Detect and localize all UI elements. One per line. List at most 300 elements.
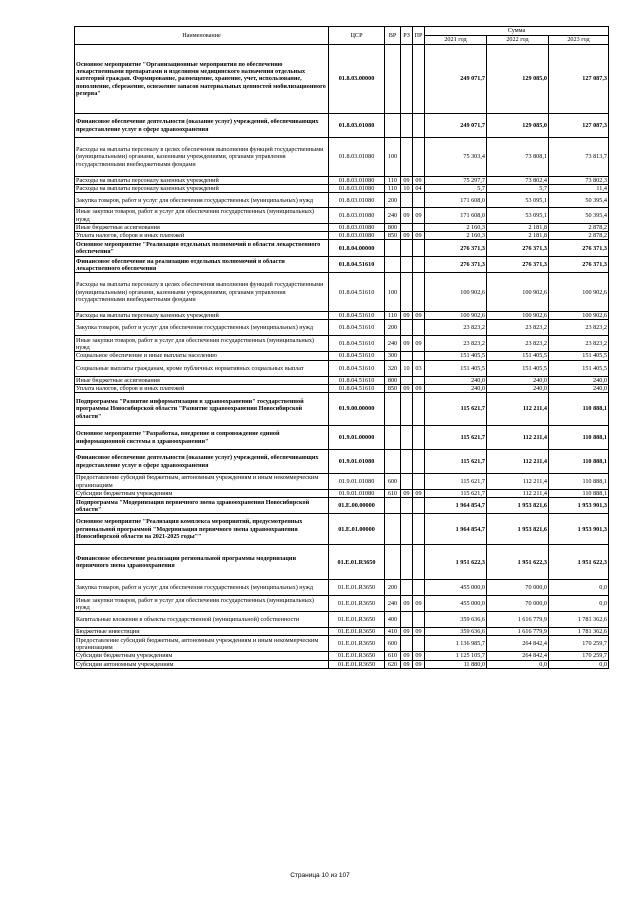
row-name: Бюджетные инвестиции	[75, 628, 329, 636]
row-csr: 01.Е.01.R3650	[329, 612, 385, 628]
row-vr	[385, 498, 401, 514]
row-name: Уплата налогов, сборов и иных платежей	[75, 384, 329, 392]
table-row	[75, 596, 609, 612]
row-value-2021: 115 621,7	[425, 393, 487, 426]
table-row	[75, 45, 609, 114]
row-pr	[413, 257, 425, 273]
row-rz	[401, 223, 413, 231]
table-row	[75, 474, 609, 490]
row-value-2021: 100 902,6	[425, 273, 487, 312]
table-row	[75, 612, 609, 628]
row-csr: 01.8.03.01080	[329, 185, 385, 193]
row-value-2023: 73 802,3	[549, 177, 609, 185]
row-pr	[413, 45, 425, 114]
row-vr	[385, 450, 401, 474]
row-rz	[401, 376, 413, 384]
row-csr: 01.9.01.01080	[329, 474, 385, 490]
row-name: Расходы на выплаты персоналу в целях обеспечения выполнения функций государственными (муниципальными) органами, казенными учреждениями, органами управления государственными внебюджетными фондами	[75, 138, 329, 177]
row-rz	[401, 352, 413, 360]
row-value-2022: 240,0	[487, 384, 549, 392]
row-pr: 09	[413, 336, 425, 352]
row-value-2023: 127 087,3	[549, 114, 609, 138]
row-value-2021: 1 964 854,7	[425, 498, 487, 514]
row-csr: 01.Е.01.R3650	[329, 628, 385, 636]
row-value-2021: 1 125 105,7	[425, 652, 487, 660]
row-value-2021: 359 636,6	[425, 612, 487, 628]
row-name: Закупка товаров, работ и услуг для обеспечения государственных (муниципальных) нужд	[75, 580, 329, 596]
row-value-2023: 127 087,3	[549, 45, 609, 114]
page-number: Страница 10 из 107	[290, 872, 350, 879]
row-value-2022: 264 842,4	[487, 636, 549, 652]
row-csr: 01.8.04.51610	[329, 312, 385, 320]
row-csr: 01.Е.01.00000	[329, 514, 385, 545]
row-csr: 01.Е.01.R3650	[329, 660, 385, 668]
row-pr: 09	[413, 660, 425, 668]
row-rz	[401, 612, 413, 628]
row-name: Расходы на выплаты персоналу в целях обеспечения выполнения функций государственными (муниципальными) органами, казенными учреждениями, органами управления государственными внебюджетными фондами	[75, 273, 329, 312]
table-row	[75, 312, 609, 320]
header-year-2022: 2022 год	[487, 36, 549, 45]
row-value-2022: 53 095,1	[487, 208, 549, 223]
table-body	[75, 45, 609, 669]
row-pr	[413, 636, 425, 652]
row-vr: 610	[385, 652, 401, 660]
row-rz	[401, 393, 413, 426]
row-value-2023: 100 902,6	[549, 312, 609, 320]
row-vr: 110	[385, 312, 401, 320]
table-row	[75, 114, 609, 138]
table-row	[75, 320, 609, 336]
row-csr: 01.Е.01.R3650	[329, 596, 385, 612]
table-row	[75, 360, 609, 376]
row-pr: 04	[413, 185, 425, 193]
row-value-2023: 1 781 362,6	[549, 628, 609, 636]
row-value-2023: 151 405,5	[549, 352, 609, 360]
row-value-2021: 171 608,0	[425, 193, 487, 208]
row-csr: 01.8.03.01080	[329, 223, 385, 231]
row-name: Расходы на выплаты персоналу казенных учреждений	[75, 177, 329, 185]
row-value-2021: 240,0	[425, 376, 487, 384]
row-rz	[401, 45, 413, 114]
row-vr: 620	[385, 660, 401, 668]
row-value-2022: 129 085,0	[487, 114, 549, 138]
row-pr: 09	[413, 652, 425, 660]
row-rz: 09	[401, 660, 413, 668]
row-csr: 01.9.00.00000	[329, 393, 385, 426]
table-row	[75, 514, 609, 545]
row-pr	[413, 320, 425, 336]
row-value-2021: 5,7	[425, 185, 487, 193]
row-value-2023: 276 371,3	[549, 257, 609, 273]
row-rz: 09	[401, 336, 413, 352]
header-year-2023: 2023 год	[549, 36, 609, 45]
row-vr	[385, 45, 401, 114]
header-sum: Сумма	[425, 27, 609, 36]
row-rz	[401, 193, 413, 208]
row-csr: 01.8.04.51610	[329, 376, 385, 384]
row-vr	[385, 426, 401, 450]
row-value-2023: 50 395,4	[549, 193, 609, 208]
row-value-2022: 112 211,4	[487, 426, 549, 450]
row-value-2022: 1 953 821,6	[487, 498, 549, 514]
row-value-2023: 276 371,3	[549, 240, 609, 257]
row-name: Социальные выплаты гражданам, кроме публичных нормативных социальных выплат	[75, 360, 329, 376]
row-vr: 400	[385, 612, 401, 628]
row-value-2022: 100 902,6	[487, 273, 549, 312]
row-csr: 01.Е.01.R3650	[329, 580, 385, 596]
row-name: Предоставление субсидий бюджетным, автономным учреждениям и иным некоммерческим организациям	[75, 636, 329, 652]
row-csr: 01.8.04.00000	[329, 240, 385, 257]
row-csr: 01.9.01.01080	[329, 490, 385, 498]
row-vr	[385, 114, 401, 138]
row-pr	[413, 450, 425, 474]
row-value-2021: 115 621,7	[425, 490, 487, 498]
row-value-2022: 73 808,1	[487, 138, 549, 177]
row-name: Иные бюджетные ассигнования	[75, 376, 329, 384]
row-rz	[401, 474, 413, 490]
row-name: Основное мероприятие "Реализация комплекса мероприятий, предусмотренных региональной программой "Модернизация первичного звена здравоохранения Новосибирской области на 2021-2025 годы""	[75, 514, 329, 545]
table-row	[75, 652, 609, 660]
row-name: Субсидии автономным учреждениям	[75, 660, 329, 668]
row-vr	[385, 514, 401, 545]
row-rz	[401, 320, 413, 336]
table-row	[75, 223, 609, 231]
row-rz: 09	[401, 490, 413, 498]
row-value-2021: 2 160,3	[425, 223, 487, 231]
table-row	[75, 352, 609, 360]
row-value-2023: 240,0	[549, 376, 609, 384]
row-rz: 09	[401, 652, 413, 660]
row-value-2021: 1 951 622,3	[425, 545, 487, 580]
row-csr: 01.Е.01.R3650	[329, 545, 385, 580]
row-csr: 01.8.03.01080	[329, 232, 385, 240]
row-csr: 01.9.01.01080	[329, 450, 385, 474]
row-rz: 09	[401, 596, 413, 612]
row-name: Субсидии бюджетным учреждениям	[75, 652, 329, 660]
row-value-2023: 100 902,6	[549, 273, 609, 312]
budget-table	[74, 26, 609, 669]
row-value-2023: 0,0	[549, 580, 609, 596]
row-value-2022: 112 211,4	[487, 393, 549, 426]
row-csr: 01.8.03.00000	[329, 45, 385, 114]
row-value-2023: 151 405,5	[549, 360, 609, 376]
row-value-2021: 359 636,6	[425, 628, 487, 636]
table-row	[75, 498, 609, 514]
row-csr: 01.8.04.51610	[329, 336, 385, 352]
row-csr: 01.8.03.01080	[329, 138, 385, 177]
row-value-2021: 115 621,7	[425, 474, 487, 490]
row-vr: 600	[385, 474, 401, 490]
row-value-2023: 23 823,2	[549, 336, 609, 352]
row-pr: 03	[413, 360, 425, 376]
row-value-2023: 1 781 362,6	[549, 612, 609, 628]
table-row	[75, 336, 609, 352]
row-value-2022: 276 371,3	[487, 240, 549, 257]
row-vr	[385, 240, 401, 257]
row-csr: 01.8.04.51610	[329, 320, 385, 336]
row-value-2022: 151 405,5	[487, 360, 549, 376]
row-rz: 10	[401, 360, 413, 376]
row-value-2023: 0,0	[549, 596, 609, 612]
table-row	[75, 384, 609, 392]
row-value-2022: 1 616 779,9	[487, 628, 549, 636]
row-pr	[413, 474, 425, 490]
row-rz	[401, 273, 413, 312]
row-value-2023: 73 813,7	[549, 138, 609, 177]
row-value-2021: 249 071,7	[425, 45, 487, 114]
header-pr: ПР	[413, 27, 425, 45]
table-row	[75, 257, 609, 273]
row-vr: 200	[385, 580, 401, 596]
table-row	[75, 545, 609, 580]
table-row	[75, 628, 609, 636]
row-value-2023: 110 888,1	[549, 426, 609, 450]
row-value-2022: 2 181,8	[487, 223, 549, 231]
table-row	[75, 660, 609, 668]
row-value-2023: 110 888,1	[549, 490, 609, 498]
row-value-2021: 11 880,0	[425, 660, 487, 668]
row-value-2022: 0,0	[487, 660, 549, 668]
row-pr: 09	[413, 596, 425, 612]
row-pr: 09	[413, 208, 425, 223]
row-value-2022: 1 953 821,6	[487, 514, 549, 545]
row-pr: 09	[413, 232, 425, 240]
row-pr	[413, 193, 425, 208]
row-vr: 200	[385, 193, 401, 208]
row-vr	[385, 393, 401, 426]
row-pr	[413, 223, 425, 231]
row-name: Основное мероприятие "Организационные мероприятия по обеспечению лекарственными препаратами и изделиями медицинского назначения отдельных категорий граждан. Формирование, размещение, хранение, учет, использование, пополнение, сбережение, освежение запасов материальных ценностей мобилизационного резерва"	[75, 45, 329, 114]
row-vr: 600	[385, 636, 401, 652]
table-row	[75, 138, 609, 177]
row-name: Финансовое обеспечение деятельности (оказание услуг) учреждений, обеспечивающих предоставление услуг в сфере здравоохранения	[75, 450, 329, 474]
row-rz	[401, 498, 413, 514]
row-name: Иные закупки товаров, работ и услуг для обеспечения государственных (муниципальных) нужд	[75, 336, 329, 352]
row-name: Основное мероприятие "Реализация отдельных полномочий в области лекарственного обеспечения"	[75, 240, 329, 257]
row-vr: 200	[385, 320, 401, 336]
row-value-2023: 23 823,2	[549, 320, 609, 336]
row-value-2021: 455 000,0	[425, 580, 487, 596]
row-value-2022: 129 085,0	[487, 45, 549, 114]
row-value-2023: 240,0	[549, 384, 609, 392]
row-value-2021: 249 071,7	[425, 114, 487, 138]
row-value-2023: 1 951 622,3	[549, 545, 609, 580]
row-pr	[413, 138, 425, 177]
table-row	[75, 580, 609, 596]
row-rz: 09	[401, 384, 413, 392]
row-pr: 09	[413, 312, 425, 320]
row-value-2022: 23 823,2	[487, 336, 549, 352]
row-csr: 01.8.03.01080	[329, 114, 385, 138]
row-value-2022: 112 211,4	[487, 450, 549, 474]
row-value-2023: 110 888,1	[549, 474, 609, 490]
row-rz	[401, 240, 413, 257]
row-csr: 01.8.03.01080	[329, 208, 385, 223]
row-value-2022: 1 616 779,9	[487, 612, 549, 628]
row-vr: 240	[385, 208, 401, 223]
row-name: Капитальные вложения в объекты государственной (муниципальной) собственности	[75, 612, 329, 628]
row-name: Финансовое обеспечение реализации региональной программы модернизации первичного звена здравоохранения	[75, 545, 329, 580]
row-name: Расходы на выплаты персоналу казенных учреждений	[75, 185, 329, 193]
row-value-2021: 455 000,0	[425, 596, 487, 612]
row-value-2023: 50 395,4	[549, 208, 609, 223]
row-csr: 01.8.04.51610	[329, 360, 385, 376]
row-vr: 850	[385, 384, 401, 392]
row-vr: 240	[385, 596, 401, 612]
row-vr: 110	[385, 185, 401, 193]
row-name: Уплата налогов, сборов и иных платежей	[75, 232, 329, 240]
row-pr	[413, 580, 425, 596]
row-value-2022: 23 823,2	[487, 320, 549, 336]
row-value-2021: 240,0	[425, 384, 487, 392]
row-vr: 300	[385, 352, 401, 360]
row-vr: 850	[385, 232, 401, 240]
row-value-2022: 1 951 622,3	[487, 545, 549, 580]
row-pr	[413, 545, 425, 580]
row-rz: 09	[401, 628, 413, 636]
row-vr: 800	[385, 223, 401, 231]
row-vr: 100	[385, 138, 401, 177]
row-rz	[401, 114, 413, 138]
row-name: Закупка товаров, работ и услуг для обеспечения государственных (муниципальных) нужд	[75, 320, 329, 336]
table-row	[75, 636, 609, 652]
row-value-2021: 276 371,3	[425, 257, 487, 273]
row-value-2022: 70 000,0	[487, 580, 549, 596]
row-csr: 01.8.04.51610	[329, 352, 385, 360]
row-value-2021: 1 136 985,7	[425, 636, 487, 652]
row-value-2023: 11,4	[549, 185, 609, 193]
row-rz: 10	[401, 185, 413, 193]
row-value-2021: 75 303,4	[425, 138, 487, 177]
row-name: Субсидии бюджетным учреждениям	[75, 490, 329, 498]
row-pr	[413, 352, 425, 360]
row-rz	[401, 580, 413, 596]
row-name: Социальное обеспечение и иные выплаты населению	[75, 352, 329, 360]
row-value-2022: 53 095,1	[487, 193, 549, 208]
row-csr: 01.8.03.01080	[329, 193, 385, 208]
row-value-2021: 115 621,7	[425, 450, 487, 474]
row-rz	[401, 138, 413, 177]
row-value-2023: 2 878,2	[549, 223, 609, 231]
row-value-2022: 2 181,8	[487, 232, 549, 240]
row-value-2021: 23 823,2	[425, 320, 487, 336]
row-value-2022: 5,7	[487, 185, 549, 193]
table-row	[75, 490, 609, 498]
row-value-2021: 115 621,7	[425, 426, 487, 450]
table-row	[75, 185, 609, 193]
row-name: Подпрограмма "Развитие информатизации в здравоохранении" государственной программы Новосибирской области "Развитие здравоохранения Новосибирской области"	[75, 393, 329, 426]
row-pr: 09	[413, 628, 425, 636]
row-csr: 01.8.04.51610	[329, 273, 385, 312]
row-rz	[401, 545, 413, 580]
row-pr: 09	[413, 384, 425, 392]
table-row	[75, 376, 609, 384]
table-row	[75, 426, 609, 450]
row-vr: 800	[385, 376, 401, 384]
row-value-2022: 240,0	[487, 376, 549, 384]
header-year-2021: 2021 год	[425, 36, 487, 45]
row-value-2021: 151 405,5	[425, 360, 487, 376]
row-csr: 01.Е.01.R3650	[329, 636, 385, 652]
row-value-2021: 75 297,7	[425, 177, 487, 185]
row-rz: 09	[401, 312, 413, 320]
row-name: Предоставление субсидий бюджетным, автономным учреждениям и иным некоммерческим организациям	[75, 474, 329, 490]
row-value-2023: 1 953 901,3	[549, 498, 609, 514]
table-row	[75, 193, 609, 208]
row-pr	[413, 376, 425, 384]
row-value-2021: 2 160,3	[425, 232, 487, 240]
row-value-2023: 2 878,2	[549, 232, 609, 240]
row-rz	[401, 636, 413, 652]
row-value-2021: 276 371,3	[425, 240, 487, 257]
row-csr: 01.8.04.51610	[329, 257, 385, 273]
row-pr	[413, 393, 425, 426]
row-pr	[413, 114, 425, 138]
row-rz	[401, 257, 413, 273]
row-name: Финансовое обеспечение деятельности (оказание услуг) учреждений, обеспечивающих предоставление услуг в сфере здравоохранения	[75, 114, 329, 138]
row-pr: 09	[413, 490, 425, 498]
row-value-2021: 151 405,5	[425, 352, 487, 360]
row-value-2021: 171 608,0	[425, 208, 487, 223]
row-csr: 01.Е.01.R3650	[329, 652, 385, 660]
row-vr: 610	[385, 490, 401, 498]
row-vr: 320	[385, 360, 401, 376]
row-pr	[413, 240, 425, 257]
row-value-2023: 1 953 901,3	[549, 514, 609, 545]
header-name: Наименование	[75, 27, 329, 45]
row-value-2023: 110 888,1	[549, 393, 609, 426]
row-pr: 09	[413, 177, 425, 185]
row-value-2023: 0,0	[549, 660, 609, 668]
row-name: Расходы на выплаты персоналу казенных учреждений	[75, 312, 329, 320]
row-rz	[401, 450, 413, 474]
row-vr	[385, 257, 401, 273]
row-csr: 01.9.01.00000	[329, 426, 385, 450]
row-vr: 100	[385, 273, 401, 312]
row-value-2022: 112 211,4	[487, 474, 549, 490]
row-value-2021: 1 964 854,7	[425, 514, 487, 545]
table-row	[75, 232, 609, 240]
table-row	[75, 240, 609, 257]
table-row	[75, 450, 609, 474]
row-value-2022: 73 802,4	[487, 177, 549, 185]
row-pr	[413, 426, 425, 450]
row-vr: 410	[385, 628, 401, 636]
row-value-2022: 112 211,4	[487, 490, 549, 498]
row-vr: 240	[385, 336, 401, 352]
row-value-2021: 23 823,2	[425, 336, 487, 352]
row-value-2023: 110 888,1	[549, 450, 609, 474]
row-csr: 01.8.03.01080	[329, 177, 385, 185]
row-value-2022: 276 371,3	[487, 257, 549, 273]
header-csr: ЦСР	[329, 27, 385, 45]
row-rz	[401, 426, 413, 450]
row-pr	[413, 612, 425, 628]
row-rz: 09	[401, 177, 413, 185]
row-name: Иные бюджетные ассигнования	[75, 223, 329, 231]
header-vr: ВР	[385, 27, 401, 45]
row-rz: 09	[401, 208, 413, 223]
row-name: Подпрограмма "Модернизация первичного звена здравоохранения Новосибирской области"	[75, 498, 329, 514]
row-pr	[413, 514, 425, 545]
row-vr: 110	[385, 177, 401, 185]
row-name: Финансовое обеспечение на реализацию отдельных полномочий в области лекарственного обеспечения	[75, 257, 329, 273]
row-name: Основное мероприятие "Разработка, внедрение и сопровождение единой информационной системы в здравоохранении"	[75, 426, 329, 450]
row-value-2022: 151 405,5	[487, 352, 549, 360]
row-rz	[401, 514, 413, 545]
header-rz: РЗ	[401, 27, 413, 45]
table-row	[75, 393, 609, 426]
